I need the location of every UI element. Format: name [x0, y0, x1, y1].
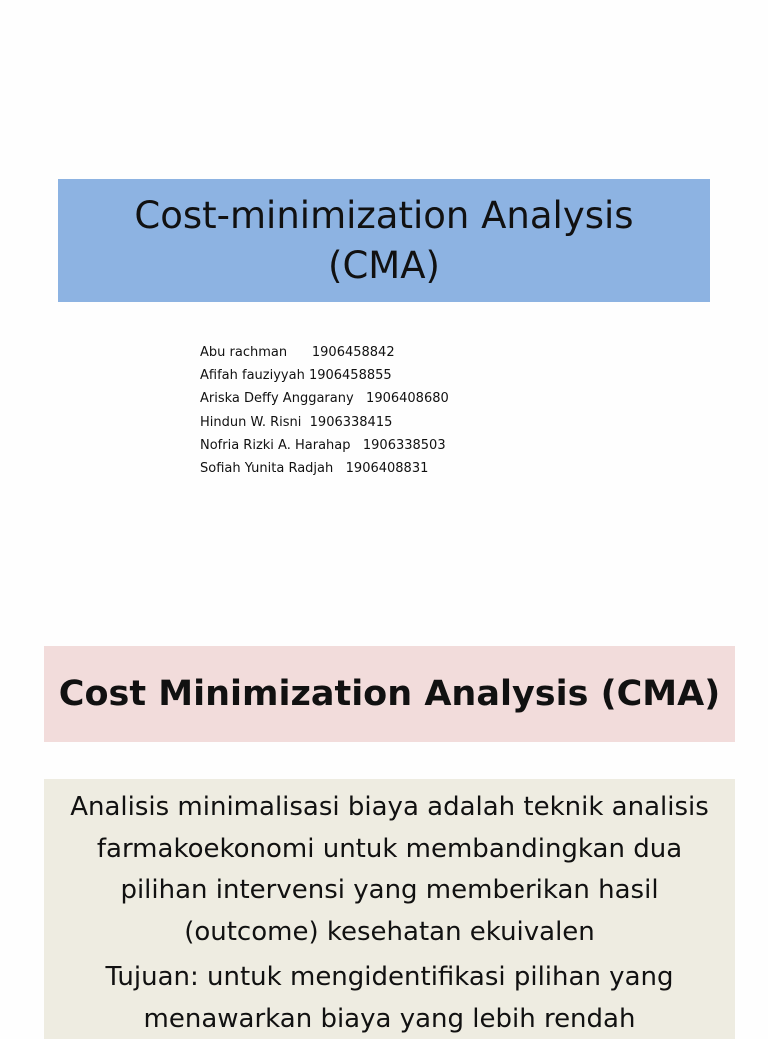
slide2-title: Cost Minimization Analysis (CMA) — [58, 674, 721, 714]
slide1-title-line1: Cost-minimization Analysis — [134, 194, 634, 237]
member-item: Nofria Rizki A. Harahap 1906338503 — [200, 437, 446, 453]
member-item: Hindun W. Risni 1906338415 — [200, 414, 393, 430]
definition-paragraph: Analisis minimalisasi biaya adalah teknik analisis farmakoekonomi untuk membandingkan dua pilihan intervensi yang memberikan hasil (outcome) kesehatan ekuivalen — [70, 792, 709, 947]
slide1-title-box — [58, 179, 710, 302]
member-item: Abu rachman 1906458842 — [200, 345, 395, 360]
member-list — [200, 341, 600, 480]
member-item: Afifah fauziyyah 1906458855 — [200, 368, 392, 384]
objective-paragraph: Tujuan: untuk mengidentifikasi pilihan yang menawarkan biaya yang lebih rendah — [105, 962, 674, 1034]
slide2-body-box — [44, 779, 735, 1039]
slide2-title-box — [44, 646, 735, 742]
member-item: Ariska Deffy Anggarany 1906408680 — [200, 391, 449, 407]
slide1-title-line2: (CMA) — [328, 244, 440, 287]
member-item: Sofiah Yunita Radjah 1906408831 — [200, 461, 429, 477]
